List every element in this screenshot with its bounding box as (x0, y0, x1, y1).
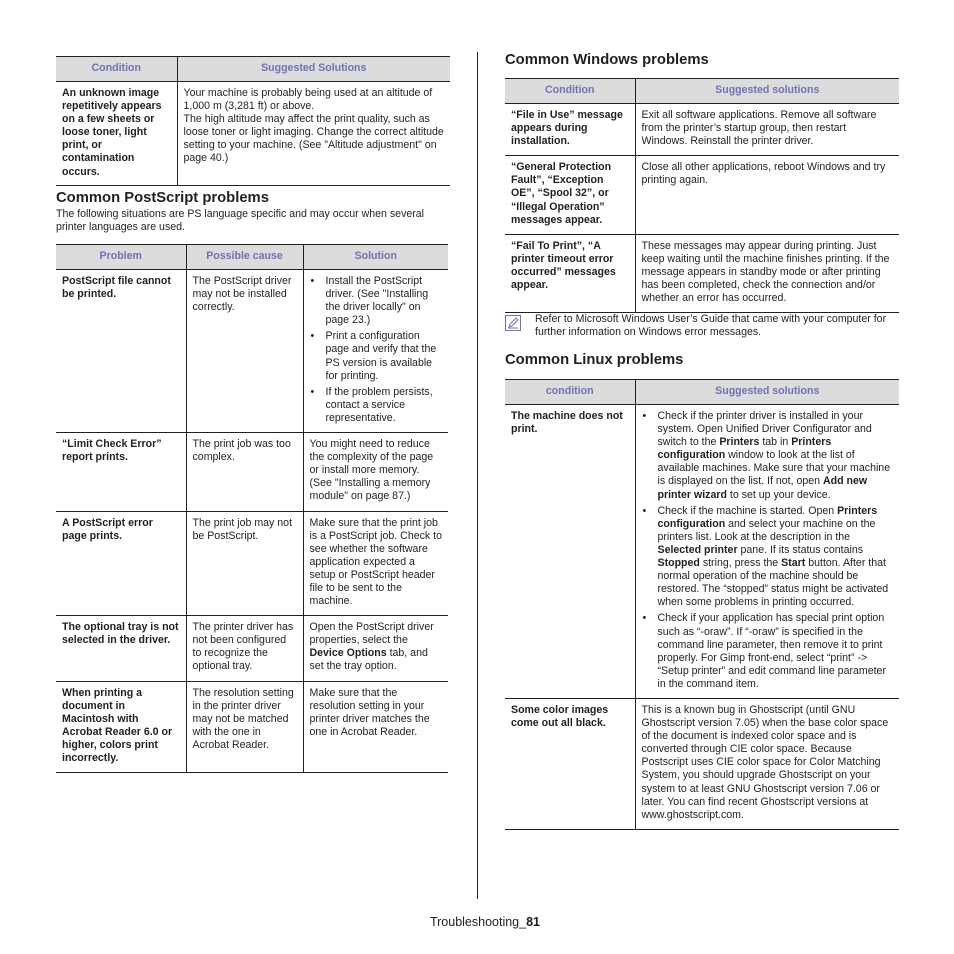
text-run: Check if the machine is started. Open (657, 504, 838, 517)
solution-list (310, 275, 443, 425)
stopped-label: Stopped (657, 557, 700, 570)
problem-cell: “Limit Check Error” report prints. (56, 433, 186, 511)
windows-table (505, 78, 899, 313)
text-run: to set up your device. (726, 488, 831, 501)
text-run: window to look at the list of available machines. Make sure that your machine is displayed on the list. If not, open (657, 449, 891, 488)
list-item: • Install the PostScript driver. (See "Installing the driver locally" on page 23.) (310, 275, 443, 327)
postscript-heading: Common PostScript problems (56, 190, 269, 206)
solution-paragraph: Your machine is probably being used at an altitude of 1,000 m (3,281 ft) or above. (183, 87, 433, 113)
solution-cell: Make sure that the resolution setting in your printer driver matches the one in Acrobat Reader. (303, 681, 448, 773)
solution-cell (303, 270, 448, 433)
column-header-problem: Problem (56, 245, 186, 270)
text-run: string, press the (699, 557, 782, 570)
windows-heading: Common Windows problems (505, 52, 709, 68)
printers-configuration-label: Printers configuration (657, 504, 878, 530)
text-run: Open the PostScript driver properties, select the (309, 621, 434, 647)
condition-cell: “General Protection Fault”, “Exception OE”, “Spool 32”, or “Illegal Operation” messages appear. (505, 156, 635, 234)
list-item: • Print a configuration page and verify that the PS version is available for printing. (310, 330, 443, 382)
solution-cell (303, 616, 448, 681)
solution-cell: Close all other applications, reboot Windows and try printing again. (635, 156, 899, 234)
solution-cell: Make sure that the print job is a PostScript job. Check to see whether the software application expected a setup or PostScript header file to be sent to the machine. (303, 511, 448, 616)
table-header-row (56, 245, 448, 270)
windows-table-wrap (505, 78, 899, 313)
text-run: tab in (759, 436, 792, 449)
cause-cell: The print job was too complex. (186, 433, 303, 511)
column-header-solutions: Suggested solutions (635, 79, 899, 104)
column-divider (477, 52, 478, 899)
printers-configuration-label: Printers configuration (657, 436, 832, 462)
postscript-table (56, 244, 448, 773)
column-header-solutions: Suggested Solutions (177, 57, 450, 82)
list-item (642, 410, 894, 502)
table-row (56, 270, 448, 433)
text-run: button. After that normal operation of the machine should be restored. The “stopped” status might be activated when some problems in printing occurred. (657, 557, 889, 609)
solution-cell: These messages may appear during printing. Just keep waiting until the machine finishes printing. If the message appears in standby mode or after printing has been completed, check the connection and/or whether an error has occurred. (635, 234, 899, 312)
column-header-solutions: Suggested solutions (635, 380, 899, 405)
problem-cell: The optional tray is not selected in the driver. (56, 616, 186, 681)
condition-cell: Some color images come out all black. (505, 698, 635, 829)
list-item: • If the problem persists, contact a service representative. (310, 386, 443, 425)
table-row (56, 681, 448, 773)
table-header-row (505, 380, 899, 405)
cause-cell: The PostScript driver may not be installed correctly. (186, 270, 303, 433)
table-header-row (56, 57, 450, 82)
table-row (56, 616, 448, 681)
problem-cell: PostScript file cannot be printed. (56, 270, 186, 433)
table-row (56, 511, 448, 616)
table-row (56, 82, 450, 186)
table-row (505, 698, 899, 829)
table-header-row (505, 79, 899, 104)
condition-cell: An unknown image repetitively appears on a few sheets or loose toner, light print, or contamination occurs. (56, 82, 177, 186)
table-row (505, 234, 899, 312)
note-pencil-icon (505, 315, 521, 331)
solution-cell: Exit all software applications. Remove all software from the printer’s startup group, then restart Windows. Reinstall the printer driver. (635, 104, 899, 156)
column-header-cause: Possible cause (186, 245, 303, 270)
text-run: Check if the printer driver is installed in your system. Open Unified Driver Configurator and switch to the (657, 410, 872, 449)
text-run: and select your machine on the printers list. Look at the description in the (657, 517, 876, 543)
table-row (505, 405, 899, 699)
problem-cell: A PostScript error page prints. (56, 511, 186, 616)
column-header-condition: Condition (56, 57, 177, 82)
text-run: tab, and set the tray option. (309, 647, 428, 673)
list-item: • Check if your application has special print option such as “-oraw”. If “-oraw” is specified in the command line parameter, then remove it to print properly. For Gimp front-end, select “print” -> “Setup printer” and edit command line parameter in the command item. (642, 612, 894, 691)
problem-cell: When printing a document in Macintosh with Acrobat Reader 6.0 or higher, colors print incorrectly. (56, 681, 186, 773)
condition-cell: “File in Use” message appears during installation. (505, 104, 635, 156)
device-options-label: Device Options (309, 647, 387, 660)
page-footer (380, 915, 540, 929)
column-header-solution: Solution (303, 245, 448, 270)
condition-cell: The machine does not print. (505, 405, 635, 699)
column-header-condition: Condition (505, 79, 635, 104)
postscript-intro: The following situations are PS language specific and may occur when several printer languages are used. (56, 208, 425, 233)
cause-cell: The print job may not be PostScript. (186, 511, 303, 616)
list-item (642, 505, 894, 610)
table-row (56, 433, 448, 511)
add-new-printer-wizard-label: Add new printer wizard (657, 475, 868, 501)
linux-table (505, 379, 899, 830)
solution-cell: You might need to reduce the complexity of the page or install more memory. (See "Installing a memory module" on page 87.) (303, 433, 448, 511)
page-number: 81 (526, 915, 540, 929)
text-run: pane. If its status contains (737, 543, 864, 556)
left-column (56, 56, 450, 186)
postscript-table-wrap (56, 244, 448, 773)
footer-section: Troubleshooting_ (429, 915, 527, 929)
altitude-table (56, 56, 450, 186)
note-text: Refer to Microsoft Windows User’s Guide that came with your computer for further information on Windows error messages. (535, 313, 887, 338)
selected-printer-label: Selected printer (657, 543, 738, 556)
windows-note (505, 313, 900, 339)
linux-heading: Common Linux problems (505, 352, 684, 368)
solution-cell: This is a known bug in Ghostscript (until GNU Ghostscript version 7.05) when the base color space of the document is indexed color space and is converted through CIE color space. Because Postscript uses CIE color space for Color Matching System, you should upgrade Ghostscript on your system to at least GNU Ghostscript version 7.06 or later. You can find recent Ghostscript versions at www.ghostscript.com. (635, 698, 899, 829)
start-label: Start (781, 557, 806, 570)
table-row (505, 156, 899, 234)
linux-table-wrap (505, 379, 899, 830)
solution-paragraph: The high altitude may affect the print quality, such as loose toner or light imaging. Change the correct altitude setting to your machine. (See "Altitude adjustment" on page 40.) (183, 113, 444, 165)
column-header-condition: condition (505, 380, 635, 405)
table-row (505, 104, 899, 156)
printers-label: Printers (719, 436, 760, 449)
cause-cell: The printer driver has not been configured to recognize the optional tray. (186, 616, 303, 681)
solution-cell (177, 82, 450, 186)
solution-cell (635, 405, 899, 699)
cause-cell: The resolution setting in the printer driver may not be matched with the one in Acrobat Reader. (186, 681, 303, 773)
solution-list (642, 410, 894, 691)
condition-cell: “Fail To Print”, “A printer timeout error occurred” messages appear. (505, 234, 635, 312)
